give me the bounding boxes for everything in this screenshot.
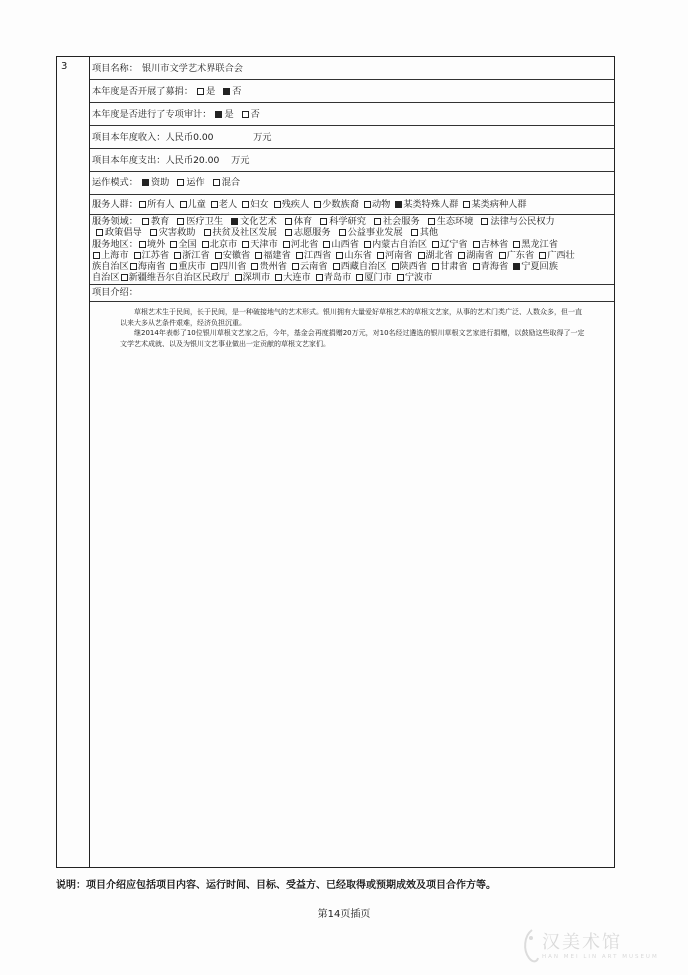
checkbox[interactable]: [170, 263, 177, 270]
checkbox[interactable]: [215, 111, 222, 118]
checkbox-label: 宁波市: [404, 272, 433, 283]
groups-label: 服务人群：: [92, 199, 138, 210]
checkbox-label: 山东省: [344, 250, 372, 261]
checkbox-label: 否: [250, 108, 260, 120]
expense-value: 20.00: [193, 154, 220, 166]
watermark-text: 汉美术馆: [542, 932, 622, 953]
intro-paragraph-2: 继2014年表彰了10位银川草根文艺家之后，今年，基金会再度捐赠20万元，对10名经过遴选的银川草根文艺家进行捐赠，以鼓励这些取得了一定文学艺术成就、以及为银川文艺事业做出一定贡献的草根文艺家们。: [120, 329, 585, 348]
regions-line-4: [92, 272, 614, 283]
checkbox-label: 社会服务: [382, 216, 420, 227]
checkbox[interactable]: [432, 263, 439, 270]
checkbox[interactable]: [397, 274, 404, 281]
checkbox[interactable]: [121, 274, 128, 281]
checkbox-label: 公益事业发展: [347, 227, 403, 238]
checkbox[interactable]: [285, 218, 292, 225]
groups-options: [138, 199, 531, 210]
checkbox[interactable]: [473, 241, 480, 248]
watermark-logo-icon: [520, 928, 540, 966]
checkbox-label: 体育: [293, 216, 313, 227]
checkbox-label: 广东省: [506, 250, 535, 261]
row-mode: [90, 172, 614, 192]
checkbox-label: 文化艺术: [240, 216, 277, 227]
checkbox[interactable]: [374, 218, 381, 225]
checkbox-label: 所有人: [146, 199, 175, 210]
row-groups: [90, 195, 614, 215]
checkbox-label: 陕西省: [399, 261, 428, 272]
checkbox[interactable]: [202, 241, 209, 248]
checkbox[interactable]: [177, 218, 184, 225]
project-name-value: 银川市文学艺术界联合会: [141, 62, 243, 74]
row-project-name: [90, 57, 614, 80]
checkbox[interactable]: [458, 252, 465, 259]
checkbox[interactable]: [139, 241, 146, 248]
checkbox-label: 西藏自治区: [340, 261, 387, 272]
checkbox-label: 福建省: [263, 250, 291, 261]
checkbox[interactable]: [139, 201, 146, 208]
checkbox-label: 生态环境: [436, 216, 474, 227]
checkbox[interactable]: [275, 274, 282, 281]
checkbox-label: 是: [206, 85, 216, 97]
fundraising-label: 本年度是否开展了募捐：: [92, 85, 194, 97]
row-fields: [90, 215, 614, 239]
audit-options: [211, 109, 263, 120]
checkbox[interactable]: [235, 274, 242, 281]
checkbox[interactable]: [395, 201, 402, 208]
checkbox[interactable]: [96, 229, 103, 236]
checkbox-label: 境外: [146, 239, 166, 250]
checkbox-label: 深圳市: [242, 272, 271, 283]
checkbox-label: 海南省: [137, 261, 166, 272]
checkbox-label: 某类病种人群: [471, 199, 527, 210]
checkbox-label: 云南省: [300, 261, 328, 272]
checkbox-label: 老人: [218, 199, 238, 210]
checkbox[interactable]: [463, 201, 470, 208]
checkbox[interactable]: [255, 252, 262, 259]
project-index: 3: [61, 61, 68, 72]
checkbox-label: 混合: [221, 176, 241, 188]
checkbox-label: 甘肃省: [440, 261, 468, 272]
checkbox[interactable]: [274, 201, 281, 208]
checkbox[interactable]: [215, 252, 222, 259]
checkbox-label: 全国: [178, 239, 197, 250]
checkbox-label: 资助: [150, 176, 170, 188]
checkbox[interactable]: [177, 179, 184, 186]
fundraising-options: [193, 86, 245, 97]
row-audit: [90, 103, 614, 126]
checkbox[interactable]: [242, 111, 249, 118]
checkbox-label: 宁夏回族: [521, 261, 558, 272]
checkbox[interactable]: [513, 263, 520, 270]
mode-options: [138, 177, 244, 188]
income-value: 0.00: [193, 131, 214, 143]
checkbox-label: 少数族裔: [322, 199, 359, 210]
checkbox[interactable]: [180, 201, 187, 208]
income-label: 项目本年度收入：人民币: [92, 131, 194, 143]
checkbox-label: 天津市: [250, 239, 278, 250]
checkbox[interactable]: [314, 201, 321, 208]
checkbox-label: 湖北省: [425, 250, 454, 261]
checkbox-label: 妇女: [250, 199, 269, 210]
index-column: [57, 57, 90, 867]
checkbox-label: 是: [224, 108, 234, 120]
checkbox-label: 灾害救助: [158, 227, 196, 238]
checkbox[interactable]: [134, 252, 141, 259]
checkbox[interactable]: [356, 274, 363, 281]
form-rows: [90, 57, 614, 867]
checkbox[interactable]: [204, 229, 211, 236]
checkbox-label: 辽宁省: [440, 239, 468, 250]
checkbox-label: 教育: [150, 216, 170, 227]
checkbox[interactable]: [242, 241, 249, 248]
row-income: [90, 126, 614, 149]
checkbox-label: 江西省: [303, 250, 332, 261]
checkbox-label: 贵州省: [259, 261, 287, 272]
expense-label: 项目本年度支出：人民币: [92, 154, 194, 166]
checkbox-label: 河南省: [384, 250, 413, 261]
checkbox-label: 动物: [371, 199, 391, 210]
checkbox[interactable]: [411, 229, 418, 236]
checkbox[interactable]: [499, 252, 506, 259]
fields-line-1: [92, 216, 614, 227]
checkbox[interactable]: [197, 88, 204, 95]
checkbox[interactable]: [213, 179, 220, 186]
checkbox[interactable]: [316, 274, 323, 281]
checkbox[interactable]: [428, 218, 435, 225]
checkbox[interactable]: [296, 252, 303, 259]
checkbox-label: 其他: [419, 227, 439, 238]
checkbox-label: 新疆维吾尔自治区民政厅: [128, 272, 230, 283]
checkbox[interactable]: [211, 201, 218, 208]
row-intro-label: [90, 285, 614, 302]
form-note: 说明：项目介绍应包括项目内容、运行时间、目标、受益方、已经取得或预期成效及项目合作方等。: [56, 880, 496, 891]
checkbox-label: 残疾人: [281, 199, 310, 210]
checkbox[interactable]: [336, 252, 343, 259]
regions-line4-lead: 自治区: [92, 272, 120, 283]
intro-label: 项目介绍：: [92, 287, 138, 298]
watermark-subtext: HAN MEI LIN ART MUSEUM: [542, 954, 659, 960]
row-regions: [90, 238, 614, 285]
checkbox[interactable]: [93, 252, 100, 259]
checkbox[interactable]: [231, 218, 238, 225]
checkbox[interactable]: [242, 201, 249, 208]
checkbox[interactable]: [364, 201, 371, 208]
checkbox-label: 江苏省: [141, 250, 170, 261]
checkbox-label: 否: [232, 85, 242, 97]
checkbox[interactable]: [473, 263, 480, 270]
intro-paragraph-1: 草根艺术生于民间，长于民间，是一种破接地气的艺术形式。银川拥有大量爱好草根艺术的草根文艺家，从事的艺术门类广泛、人数众多，但一直以来大多从艺条件艰难，经济负担沉重。: [120, 308, 582, 327]
checkbox[interactable]: [481, 218, 488, 225]
checkbox-label: 重庆市: [178, 261, 206, 272]
checkbox-label: 科学研究: [329, 216, 366, 227]
checkbox-label: 安徽省: [222, 250, 251, 261]
checkbox[interactable]: [174, 252, 181, 259]
project-name-label: 项目名称：: [92, 62, 138, 74]
regions-line3-lead: 族自治区: [92, 261, 129, 272]
checkbox-label: 内蒙古自治区: [371, 239, 428, 250]
checkbox[interactable]: [339, 229, 346, 236]
regions-label: 服务地区：: [92, 239, 138, 250]
checkbox[interactable]: [130, 263, 137, 270]
checkbox[interactable]: [211, 263, 218, 270]
checkbox-label: 大连市: [283, 272, 311, 283]
intro-text: [120, 307, 586, 349]
intro-area: [90, 302, 614, 867]
checkbox[interactable]: [418, 252, 425, 259]
checkbox-label: 法律与公民权力: [490, 216, 555, 227]
checkbox[interactable]: [142, 218, 149, 225]
row-fundraising: [90, 80, 614, 103]
mode-label: 运作模式：: [92, 176, 138, 188]
checkbox[interactable]: [292, 263, 299, 270]
checkbox[interactable]: [432, 241, 439, 248]
checkbox[interactable]: [223, 88, 230, 95]
checkbox[interactable]: [513, 241, 520, 248]
row-expense: [90, 149, 614, 172]
checkbox-label: 厦门市: [364, 272, 392, 283]
income-unit: 万元: [253, 131, 272, 143]
expense-unit: 万元: [231, 154, 250, 166]
checkbox-label: 青海省: [480, 261, 509, 272]
checkbox-label: 吉林省: [480, 239, 509, 250]
checkbox[interactable]: [539, 252, 546, 259]
checkbox-label: 医疗卫生: [186, 216, 224, 227]
checkbox[interactable]: [150, 229, 157, 236]
checkbox[interactable]: [251, 263, 258, 270]
checkbox-label: 河北省: [290, 239, 319, 250]
checkbox-label: 广西壮: [547, 250, 575, 261]
checkbox[interactable]: [392, 263, 399, 270]
regions-line-3: [92, 261, 614, 272]
fields-line-2: [92, 227, 614, 238]
checkbox[interactable]: [142, 179, 149, 186]
audit-label: 本年度是否进行了专项审计：: [92, 108, 212, 120]
checkbox-label: 政策倡导: [105, 227, 142, 238]
checkbox-label: 儿童: [187, 199, 206, 210]
checkbox-label: 山西省: [331, 239, 359, 250]
checkbox[interactable]: [285, 229, 292, 236]
checkbox[interactable]: [377, 252, 384, 259]
page-footer: 第14页插页: [317, 909, 371, 920]
regions-line-2: [92, 250, 614, 261]
checkbox[interactable]: [333, 263, 340, 270]
checkbox-label: 北京市: [209, 239, 238, 250]
museum-watermark: [520, 926, 670, 966]
checkbox[interactable]: [170, 241, 177, 248]
checkbox[interactable]: [364, 241, 371, 248]
checkbox-label: 青岛市: [323, 272, 352, 283]
regions-line-1: [92, 239, 614, 250]
project-form: [56, 56, 615, 868]
checkbox[interactable]: [323, 241, 330, 248]
checkbox-label: 黑龙江省: [521, 239, 558, 250]
fields-label: 服务领域：: [92, 216, 138, 227]
checkbox-label: 上海市: [101, 250, 129, 261]
checkbox-label: 运作: [186, 176, 205, 188]
checkbox-label: 某类特殊人群: [403, 199, 459, 210]
checkbox-label: 浙江省: [182, 250, 210, 261]
checkbox-label: 志愿服务: [293, 227, 331, 238]
checkbox-label: 扶贫及社区发展: [212, 227, 277, 238]
checkbox[interactable]: [320, 218, 327, 225]
checkbox-label: 四川省: [218, 261, 247, 272]
checkbox-label: 湖南省: [466, 250, 494, 261]
checkbox[interactable]: [283, 241, 290, 248]
